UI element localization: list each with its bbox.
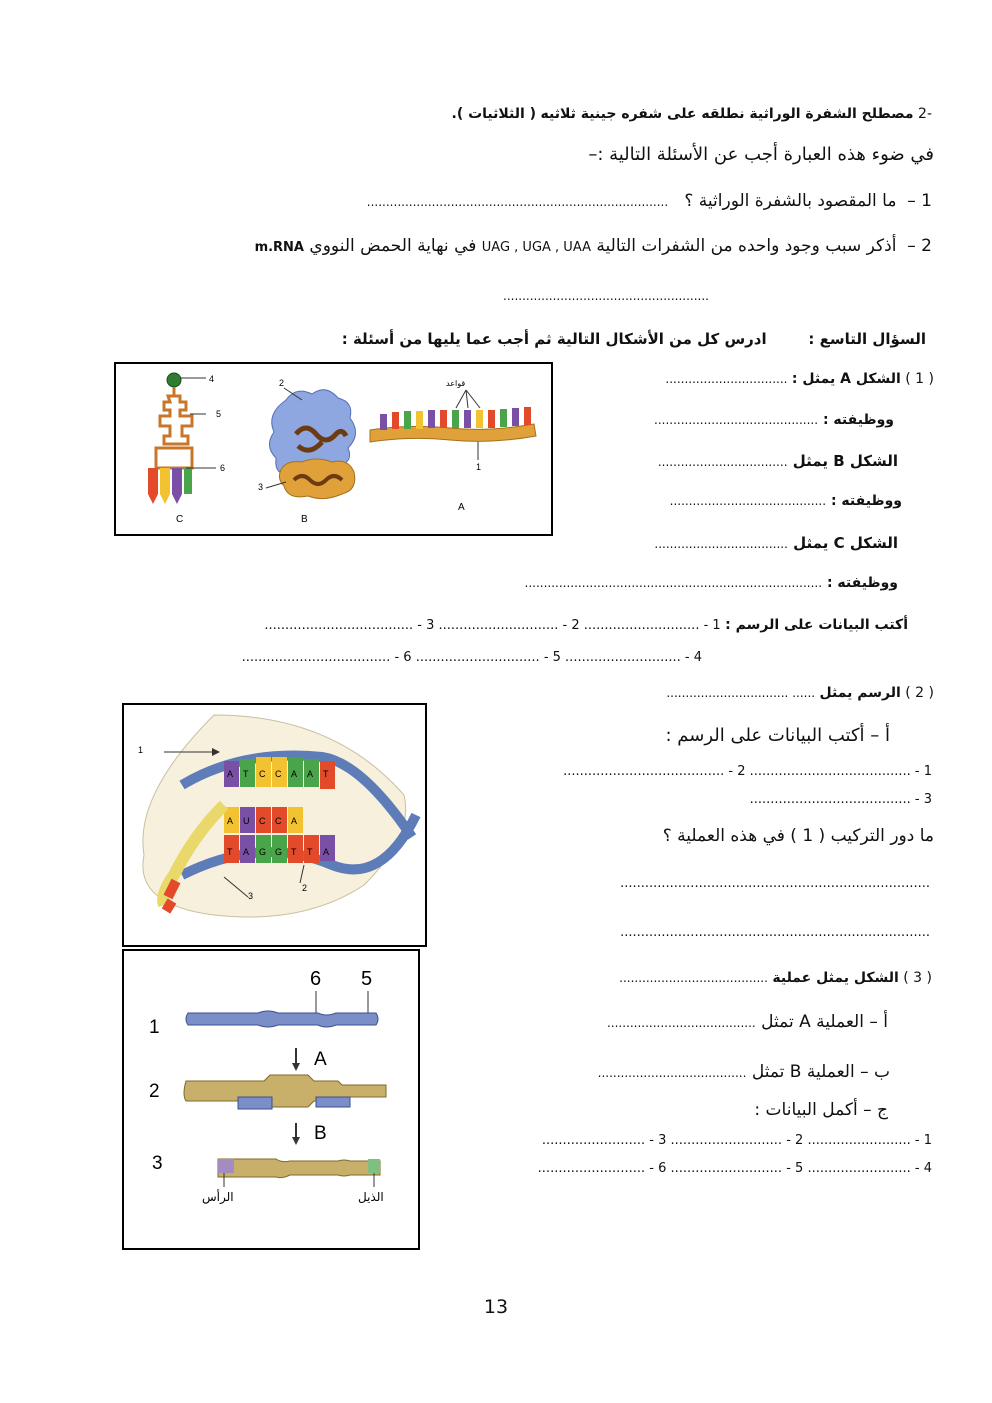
dna-bottom-letter: T	[291, 847, 297, 857]
figure-trna-ribosome-mrna	[114, 362, 553, 536]
part3-title: ( 3 ) الشكل يمثل عملية .......................................	[619, 970, 932, 986]
figure-protein-synthesis	[122, 949, 420, 1250]
fig3-num-3: 3	[152, 1153, 163, 1174]
part3-row2: 4 - ......................... 5 - ........................... 6 - ..........................	[537, 1161, 932, 1176]
dna-top-letter: T	[243, 769, 249, 779]
fig3-num-2: 2	[149, 1081, 160, 1102]
fig1-label-6: 6	[220, 463, 226, 473]
dna-bottom-letter: A	[323, 847, 330, 857]
rna-letter: C	[259, 816, 266, 826]
q2-sub2: 2 – أذكر سبب وجود واحده من الشفرات التالية UAG , UGA , UAA في نهاية الحمض النووي m.RNA	[254, 236, 932, 256]
part2-answer-line1: ...........................................................................	[620, 876, 930, 891]
q2-sub1: 1 – ما المقصود بالشفرة الوراثية ؟ ...............................................................................	[366, 191, 932, 211]
rna-letter: A	[291, 816, 298, 826]
figure-transcription	[122, 703, 427, 947]
fig3-head-label: الرأس	[202, 1190, 234, 1204]
trna-diagram	[148, 373, 225, 525]
dna-top-letter: A	[227, 769, 234, 779]
part1-funcC: ووظيفته : ..............................................................................	[524, 575, 898, 591]
part2-question: ما دور التركيب ( 1 ) في هذه العملية ؟	[662, 826, 934, 846]
dna-top-letter: T	[323, 769, 329, 779]
part3-row1: 1 - ......................... 2 - ........................... 3 - .........................	[541, 1133, 932, 1148]
fig3-label-B: B	[314, 1123, 327, 1144]
q2-sub2-dots: ......................................................	[503, 289, 709, 303]
dna-top-letter: C	[259, 769, 266, 779]
dna-bottom-letter: T	[227, 847, 233, 857]
fig1-label-B: B	[301, 514, 308, 525]
fig1-label-2: 2	[279, 378, 285, 388]
page-number: 13	[483, 1296, 509, 1318]
dna-top-letter: A	[291, 769, 298, 779]
part2-answer-line2: ...........................................................................	[620, 925, 930, 940]
fig1-label-A: A	[458, 502, 465, 513]
fig3-label-6: 6	[310, 968, 322, 990]
rna-letter: A	[227, 816, 234, 826]
part1-shapeC: الشكل C يمثل ...................................	[654, 534, 898, 552]
q9-header: السؤال التاسع : ادرس كل من الأشكال التالية ثم أجب عما يليها من أسئلة :	[341, 330, 926, 348]
q2-statement: -2 مصطلح الشفرة الوراثية نطلقه على شفره جينية ثلاثيه ( الثلاثيات ).	[451, 106, 932, 122]
part1-labels-row1: أكتب البيانات على الرسم : 1 - ............................ 2 - ............................. 3 - ....................................	[264, 617, 908, 633]
dna-bottom-letter: A	[243, 847, 250, 857]
part2-title: ( 2 ) الرسم يمثل ...... ................................	[666, 685, 934, 701]
dna-top-letter: A	[307, 769, 314, 779]
fig3-num-1: 1	[149, 1017, 160, 1038]
fig1-label-4: 4	[209, 374, 215, 384]
part1-shapeA: ( 1 ) الشكل A يمثل : ................................	[665, 371, 934, 387]
rna-letter: U	[243, 816, 250, 826]
part3-b: ب – العملية B تمثل .......................................	[597, 1062, 890, 1082]
dna-bottom-letter: G	[275, 847, 283, 857]
mrna-diagram	[370, 379, 536, 513]
part2-row2: 3 - .......................................	[749, 792, 932, 807]
fig2-label-2: 2	[302, 883, 308, 893]
dna-bottom-letter: T	[307, 847, 313, 857]
fig3-label-5: 5	[361, 968, 373, 990]
dna-top-letter: C	[275, 769, 282, 779]
dna-bottom-letter: G	[259, 847, 267, 857]
q2-intro: في ضوء هذه العبارة أجب عن الأسئلة التالية :–	[588, 144, 934, 165]
part3-c: ج – أكمل البيانات :	[754, 1100, 888, 1120]
fig3-tail-label: الذيل	[358, 1190, 384, 1204]
fig2-label-3: 3	[248, 891, 254, 901]
part3-a: أ – العملية A تمثل .......................................	[606, 1012, 888, 1032]
dna-bottom-bases	[224, 835, 335, 863]
fig1-label-5: 5	[216, 409, 222, 419]
part1-labels-row2: 4 - ............................ 5 - .............................. 6 - ....................................	[241, 650, 702, 665]
ribosome-diagram	[258, 378, 356, 525]
mrna-bases	[224, 807, 303, 833]
fig2-label-1: 1	[138, 745, 144, 755]
fig1-label-bases: قواعد	[446, 379, 466, 388]
part2-labels-title: أ – أكتب البيانات على الرسم :	[665, 725, 890, 746]
fig1-label-3: 3	[258, 482, 264, 492]
dna-top-bases	[224, 757, 335, 789]
rna-letter: C	[275, 816, 282, 826]
fig3-label-A: A	[314, 1049, 327, 1070]
fig1-label-C: C	[176, 514, 184, 525]
part1-shapeB: الشكل B يمثل ..................................	[657, 452, 898, 470]
part2-row1: 1 - ....................................... 2 - .......................................	[563, 764, 932, 779]
part1-funcB: ووظيفته : .........................................	[669, 493, 902, 509]
part1-funcA: ووظيفته : ...........................................	[654, 412, 894, 428]
fig1-label-1: 1	[476, 462, 482, 472]
